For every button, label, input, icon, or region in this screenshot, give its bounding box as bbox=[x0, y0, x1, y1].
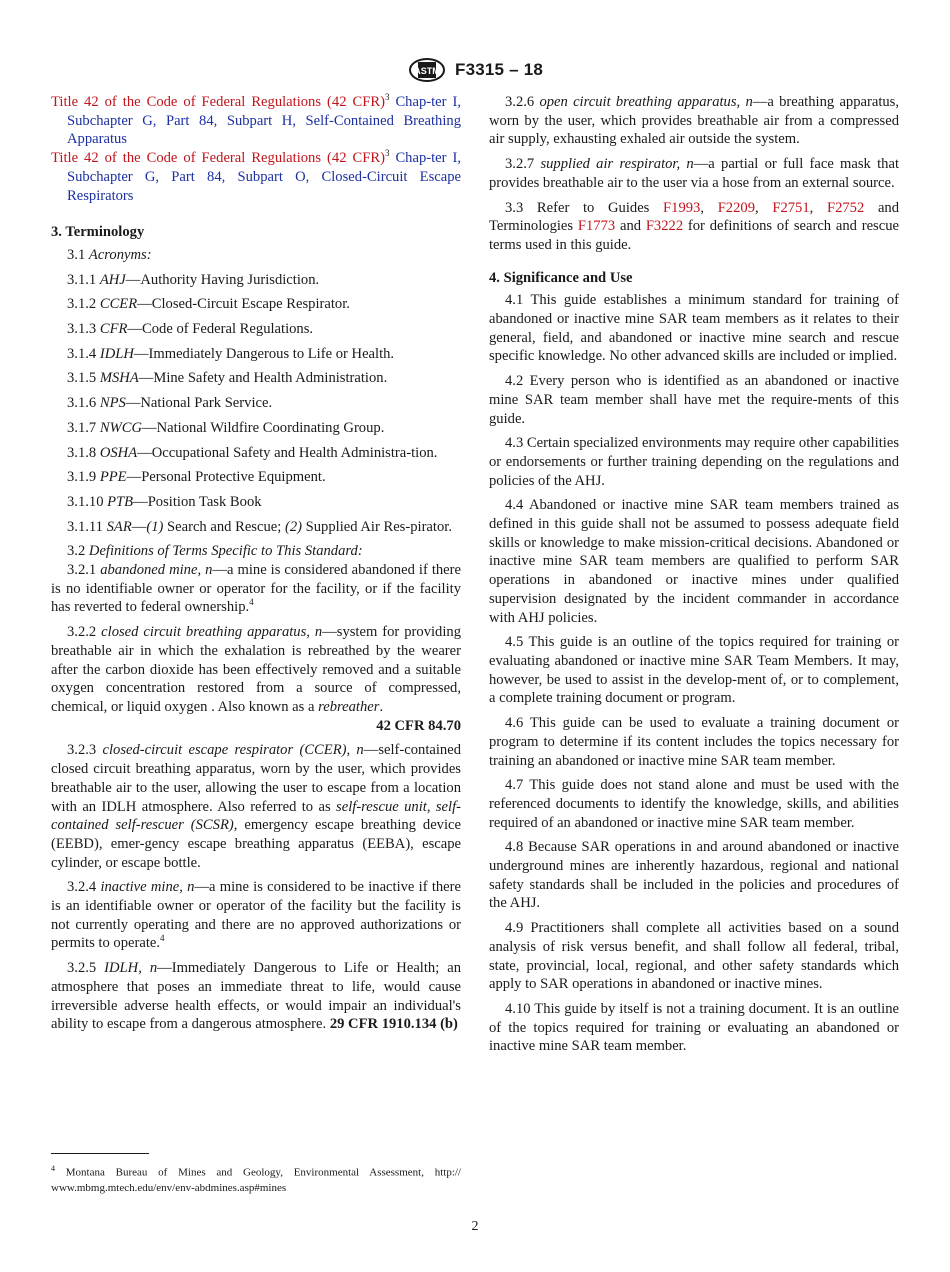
section-heading-significance: 4. Significance and Use bbox=[489, 269, 633, 286]
significance-list bbox=[489, 291, 899, 1056]
standard-link[interactable]: F2209 bbox=[717, 199, 755, 216]
left-column bbox=[51, 93, 461, 1034]
standard-link[interactable]: F2752 bbox=[826, 199, 865, 216]
citation: 42 CFR 84.70 bbox=[376, 717, 461, 734]
page-header bbox=[0, 57, 950, 83]
significance-paragraph: 4.2 Every person who is identified as an abandoned or inactive mine SAR team member shall have met the require-ments of this guide. bbox=[489, 373, 899, 427]
footnote-divider bbox=[51, 1153, 149, 1154]
significance-paragraph: 4.10 This guide by itself is not a training document. It is an outline of the topics required for training or evaluating an abandoned or inactive mine SAR team member. bbox=[489, 1000, 899, 1055]
acronym-item: 3.1.6 NPS—National Park Service. bbox=[67, 395, 273, 412]
section-heading-terminology: 3. Terminology bbox=[51, 224, 145, 241]
acronym-item: 3.1.8 OSHA—Occupational Safety and Health Administra-tion. bbox=[67, 444, 438, 461]
acronym-item: 3.1.7 NWCG—National Wildfire Coordinating Group. bbox=[67, 419, 385, 436]
acronym-item: 3.1.2 CCER—Closed-Circuit Escape Respirator. bbox=[67, 296, 350, 313]
definition-inactive-mine: 3.2.4 inactive mine, n—a mine is considered to be inactive if there is an identifiable owner or operator of the facility but the facility is not currently operating and there are no approved authorizations or permits to operate.$^4$ bbox=[51, 879, 461, 952]
reference-link[interactable]: Title 42 of the Code of Federal Regulations (42 CFR) bbox=[51, 94, 385, 110]
acronym-sar: 3.1.11 SAR—(1) Search and Rescue; (2) Supplied Air Res-pirator. bbox=[67, 518, 452, 535]
designation: F3315 – 18 bbox=[454, 60, 543, 79]
right-column bbox=[489, 93, 899, 1062]
definition-ccer: 3.2.3 closed-circuit escape respirator (CCER), n—self-contained closed circuit breathing apparatus, worn by the user, which provides breathable air to the user, allowing the user to escape from a location with an IDLH atmosphere. Also referred to as self-rescue unit, self-contained self-rescuer (SCSR), emergency escape breathing device (EEBD), emer-gency escape breathing apparatus (EEBA), escape cylinder, or escape bottle. bbox=[51, 742, 461, 871]
footnote-ref: 3 bbox=[384, 148, 390, 159]
significance-paragraph: 4.7 This guide does not stand alone and must be used with the referenced documents to identify the knowledge, skills, and abilities required of an abandoned or inactive mine SAR team member. bbox=[489, 777, 899, 831]
acronym-item: 3.1.10 PTB—Position Task Book bbox=[67, 493, 262, 510]
significance-paragraph: 4.8 Because SAR operations in and around abandoned or inactive underground mines are inherently hazardous, regional and national safety standards shall be included in the policies and procedures of the AHJ. bbox=[489, 839, 899, 912]
definition-closed-circuit: 3.2.2 closed circuit breathing apparatus, n—system for providing breathable air in which the exhalation is rebreathed by the wearer after the carbon dioxide has been effectively removed and a suitable oxygen concentration restored from a source of compressed, chemical, or liquid oxygen . Also known as a rebreather. 42 CFR 84.70 bbox=[51, 624, 462, 734]
reference-link[interactable]: Chap-ter I, Subchapter G, Part 84, Subpart H, Self-Contained Breathing Apparatus bbox=[67, 94, 461, 148]
acronym-item: 3.1.4 IDLH—Immediately Dangerous to Life or Health. bbox=[67, 345, 395, 362]
footnote-ref: 3 bbox=[384, 92, 390, 103]
standard-link[interactable]: F1773 bbox=[577, 218, 616, 235]
significance-paragraph: 4.3 Certain specialized environments may require other capabilities or endorsements or further training depending on the regulations and policies of the AHJ. bbox=[489, 435, 899, 489]
reference-2 bbox=[51, 148, 461, 205]
acronym-item: 3.1.3 CFR—Code of Federal Regulations. bbox=[67, 321, 314, 338]
page-number: 2 bbox=[471, 1219, 479, 1234]
definition-idlh: 3.2.5 IDLH, n—Immediately Dangerous to Life or Health; an atmosphere that poses an immediate threat to life, would cause irreversible adverse health effects, or would impair an individual's ability to escape from a dangerous atmosphere. 29 CFR 1910.134 (b) bbox=[51, 960, 461, 1033]
definitions-intro: 3.2 Definitions of Terms Specific to This Standard: bbox=[67, 543, 363, 560]
refer-to-guides: 3.3 Refer to Guides F1993, F2209, F2751, F2752 and Terminologies F1773 and F3222 for definitions of search and rescue terms used in this guide. bbox=[489, 199, 900, 253]
standard-link[interactable]: F2751 bbox=[772, 199, 810, 216]
footnote: $^4$ Montana Bureau of Mines and Geology, Environmental Assessment, http:// www.mbmg.mtech.edu/env/env-abdmines.asp#mines bbox=[51, 1164, 461, 1194]
reference-1 bbox=[51, 92, 461, 149]
reference-link[interactable]: Chap-ter I, Subchapter G, Part 84, Subpart O, Closed-Circuit Escape Respirators bbox=[67, 150, 461, 204]
astm-logo-icon bbox=[407, 57, 447, 83]
acronym-list bbox=[51, 271, 461, 512]
significance-paragraph: 4.5 This guide is an outline of the topics required for training or evaluating abandoned or inactive mine SAR Team Members. It may, however, be used to assist in the develop-ment of, or to complement, a complete training document or program. bbox=[489, 634, 899, 707]
reference-link[interactable]: Title 42 of the Code of Federal Regulations (42 CFR) bbox=[51, 150, 385, 167]
definition-abandoned-mine: 3.2.1 abandoned mine, n—a mine is considered abandoned if there is no identifiable owner or operator for the facility, or if the facility has reverted to federal ownership.$^4$ bbox=[51, 562, 461, 616]
acronym-item: 3.1.9 PPE—Personal Protective Equipment. bbox=[67, 469, 326, 486]
standard-link[interactable]: F1993 bbox=[663, 199, 701, 216]
significance-paragraph: 4.9 Practitioners shall complete all activities based on a sound analysis of risk versus benefit, and shall follow all federal, tribal, state, provincial, local, regional, and other safety standards which apply to SAR operations in abandoned or inactive mines. bbox=[489, 920, 899, 993]
definition-supplied-air: 3.2.7 supplied air respirator, n—a partial or full face mask that provides breathable air to the user via a hose from an external source. bbox=[489, 156, 899, 191]
significance-paragraph: 4.6 This guide can be used to evaluate a training document or program to determine if its content includes the topics necessary for training an abandoned or inactive mine SAR team member. bbox=[489, 715, 899, 769]
significance-paragraph: 4.4 Abandoned or inactive mine SAR team members trained as defined in this guide shall not be assumed to possess adequate field skills or knowledge to make mission-critical decisions. Abandoned or inactive mine SAR team members are qualified to perform SAR operations in abandoned or inactive mines under qualified supervision designated by the incident commander in accordance with AHJ policies. bbox=[489, 497, 899, 626]
citation: 29 CFR 1910.134 (b) bbox=[329, 1016, 458, 1033]
acronyms-intro: 3.1 Acronyms: bbox=[67, 246, 152, 263]
svg-text:ASTM: ASTM bbox=[414, 66, 440, 76]
acronym-item: 3.1.5 MSHA—Mine Safety and Health Administration. bbox=[67, 370, 388, 387]
acronym-item: 3.1.1 AHJ—Authority Having Jurisdiction. bbox=[67, 271, 320, 288]
standard-link[interactable]: F3222 bbox=[645, 218, 684, 235]
definition-open-circuit: 3.2.6 open circuit breathing apparatus, n—a breathing apparatus, worn by the user, which provides breathable air from a compressed air supply, exhausting exhaled air outside the system. bbox=[489, 94, 900, 148]
significance-paragraph: 4.1 This guide establishes a minimum standard for training of abandoned or inactive mine SAR team members as it relates to their general, field, and abandoned or inactive mine search and rescue specific knowledge. No other advanced skills are included or implied. bbox=[489, 292, 899, 365]
